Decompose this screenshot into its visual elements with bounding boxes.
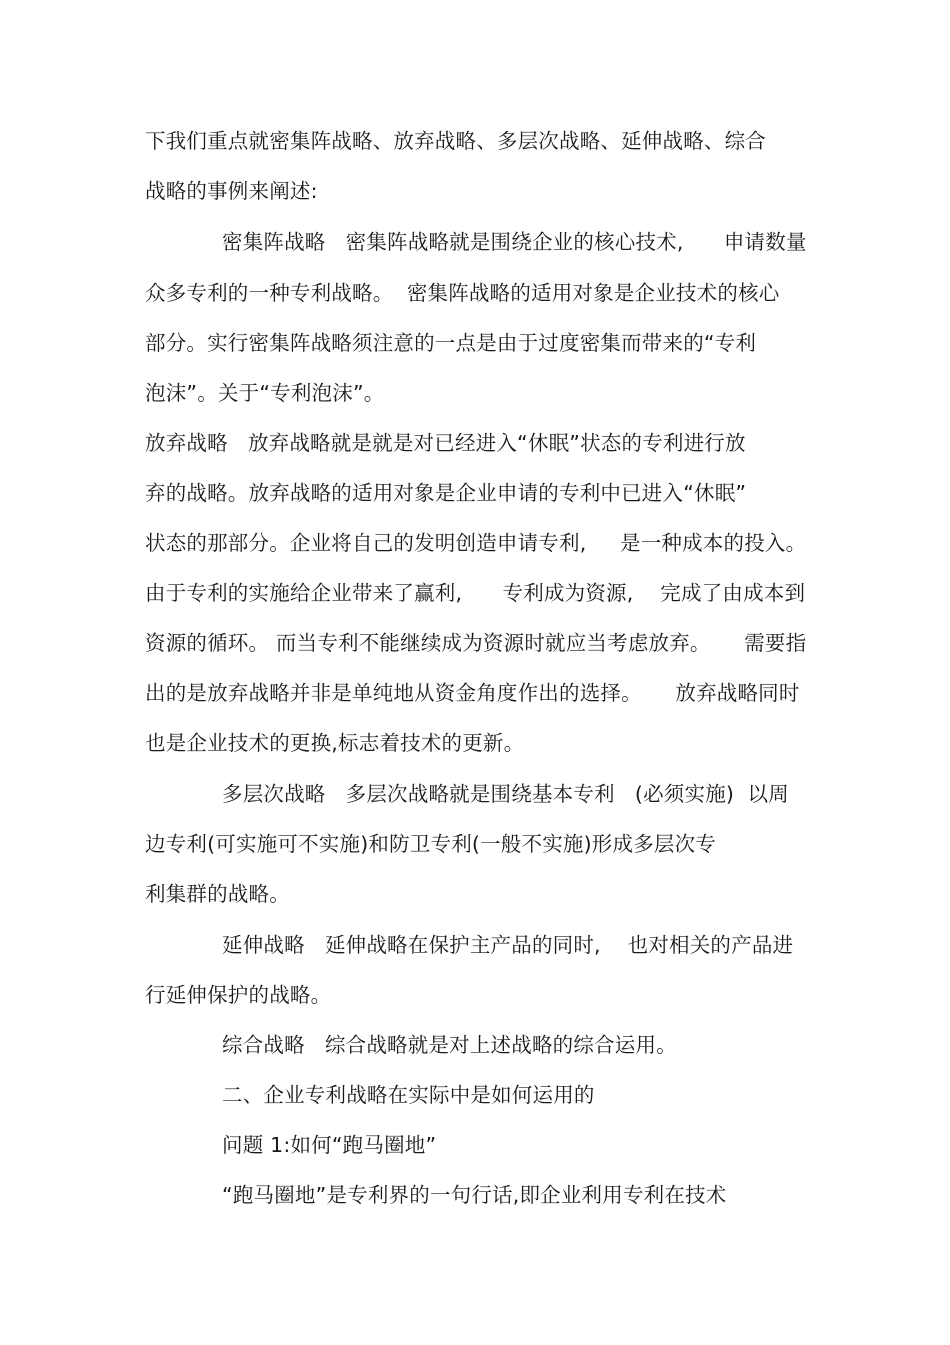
text-line-dense-strategy-2: 众多专利的一种专利战略。 密集阵战略的适用对象是企业技术的核心 bbox=[145, 281, 780, 305]
text-line-intro-2: 战略的事例来阐述: bbox=[145, 179, 318, 203]
text-line-multilevel-strategy-2: 边专利(可实施可不实施)和防卫专利(一般不实施)形成多层次专 bbox=[145, 832, 716, 856]
text-line-extension-strategy-2: 行延伸保护的战略。 bbox=[145, 983, 332, 1007]
text-line-abandon-strategy-6: 出的是放弃战略并非是单纯地从资金角度作出的选择。 放弃战略同时 bbox=[145, 681, 800, 705]
section-heading-two: 二、企业专利战略在实际中是如何运用的 bbox=[222, 1083, 595, 1107]
text-line-abandon-strategy-7: 也是企业技术的更换,标志着技术的更新。 bbox=[145, 731, 525, 755]
text-line-combined-strategy: 综合战略 综合战略就是对上述战略的综合运用。 bbox=[222, 1033, 677, 1057]
text-line-dense-strategy-1: 密集阵战略 密集阵战略就是围绕企业的核心技术, 申请数量 bbox=[222, 230, 807, 254]
text-line-abandon-strategy-2: 弃的战略。放弃战略的适用对象是企业申请的专利中已进入“休眠” bbox=[145, 481, 747, 505]
text-line-abandon-strategy-5: 资源的循环。 而当专利不能继续成为资源时就应当考虑放弃。 需要指 bbox=[145, 631, 807, 655]
text-line-intro-1: 下我们重点就密集阵战略、放弃战略、多层次战略、延伸战略、综合 bbox=[145, 129, 766, 153]
text-line-abandon-strategy-4: 由于专利的实施给企业带来了赢利, 专利成为资源, 完成了由成本到 bbox=[145, 581, 806, 605]
text-line-multilevel-strategy-3: 利集群的战略。 bbox=[145, 882, 290, 906]
question-one-heading: 问题 1:如何“跑马圈地” bbox=[222, 1133, 437, 1157]
text-line-paoma-quandi: “跑马圈地”是专利界的一句行话,即企业利用专利在技术 bbox=[222, 1183, 727, 1207]
text-line-abandon-strategy-3: 状态的那部分。企业将自己的发明创造申请专利, 是一种成本的投入。 bbox=[145, 531, 807, 555]
text-line-dense-strategy-4: 泡沫”。关于“专利泡沫”。 bbox=[145, 381, 385, 405]
text-line-extension-strategy-1: 延伸战略 延伸战略在保护主产品的同时, 也对相关的产品进 bbox=[222, 933, 794, 957]
text-line-abandon-strategy-1: 放弃战略 放弃战略就是就是对已经进入“休眠”状态的专利进行放 bbox=[145, 431, 746, 455]
text-line-dense-strategy-3: 部分。实行密集阵战略须注意的一点是由于过度密集而带来的“专利 bbox=[145, 331, 757, 355]
text-line-multilevel-strategy-1: 多层次战略 多层次战略就是围绕基本专利 (必须实施) 以周 bbox=[222, 782, 789, 806]
